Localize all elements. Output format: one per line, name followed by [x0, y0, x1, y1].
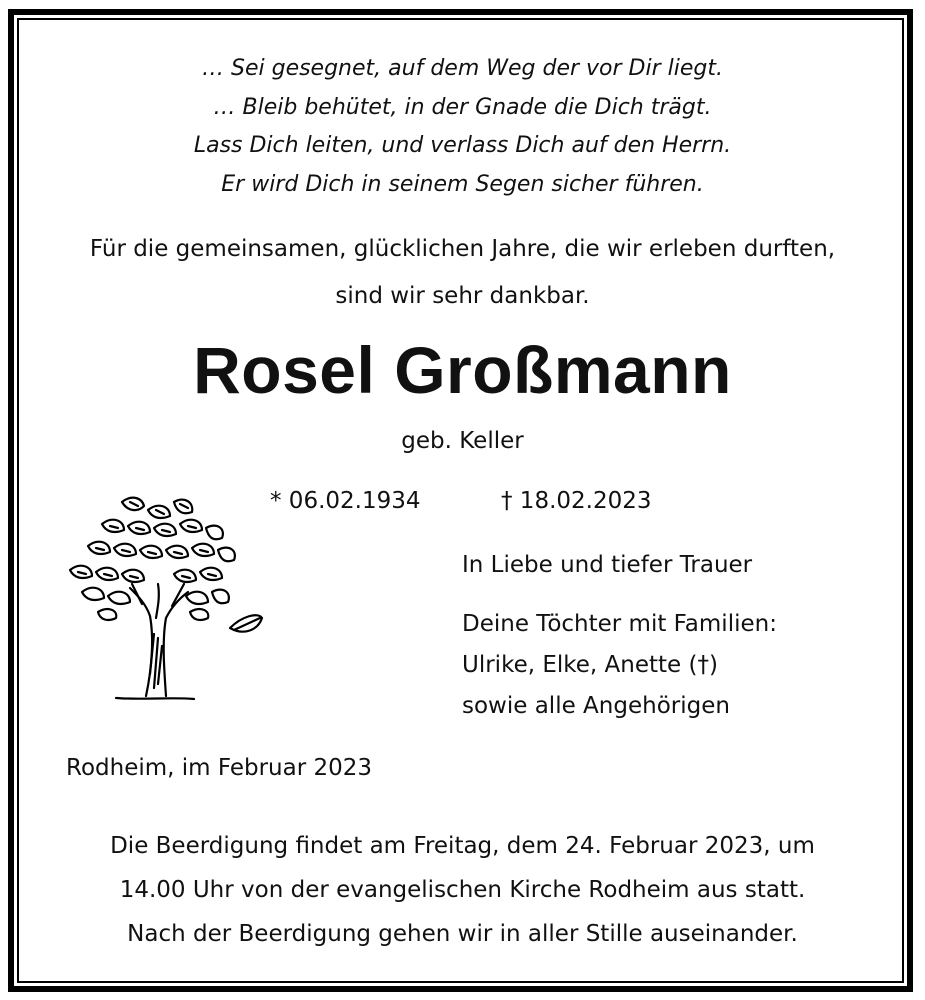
poem-line: Lass Dich leiten, und verlass Dich auf den Herrn.	[193, 133, 732, 158]
deceased-name: Rosel Großmann	[193, 333, 732, 407]
family-line: Ulrike, Elke, Anette (†)	[462, 652, 718, 678]
thanks-line: sind wir sehr dankbar.	[335, 283, 590, 309]
poem-line: … Bleib behütet, in der Gnade die Dich trägt.	[213, 94, 712, 120]
thanks-line: Für die gemeinsamen, glücklichen Jahre, die wir erleben durften,	[89, 236, 836, 262]
funeral-line: Die Beerdigung findet am Freitag, dem 24. Februar 2023, um	[110, 833, 815, 859]
funeral-info	[0, 824, 925, 956]
poem-line: Er wird Dich in seinem Segen sicher führen.	[221, 171, 704, 197]
family-line: Deine Töchter mit Familien:	[462, 611, 777, 637]
funeral-line: 14.00 Uhr von der evangelischen Kirche Rodheim aus statt.	[119, 877, 806, 903]
mourning-text: In Liebe und tiefer Trauer	[462, 552, 753, 578]
family-line: sowie alle Angehörigen	[462, 693, 730, 719]
poem-line: … Sei gesegnet, auf dem Weg der vor Dir liegt.	[202, 56, 723, 81]
tree-icon	[62, 488, 272, 710]
birth-date: * 06.02.1934	[270, 488, 421, 514]
maiden-name: geb. Keller	[401, 428, 524, 454]
poem-verse	[0, 50, 925, 204]
funeral-line: Nach der Beerdigung gehen wir in aller Stille auseinander.	[127, 921, 798, 947]
death-date: † 18.02.2023	[501, 488, 652, 514]
thanks-text	[0, 226, 925, 320]
place-date: Rodheim, im Februar 2023	[66, 755, 373, 781]
family-list	[462, 604, 777, 727]
